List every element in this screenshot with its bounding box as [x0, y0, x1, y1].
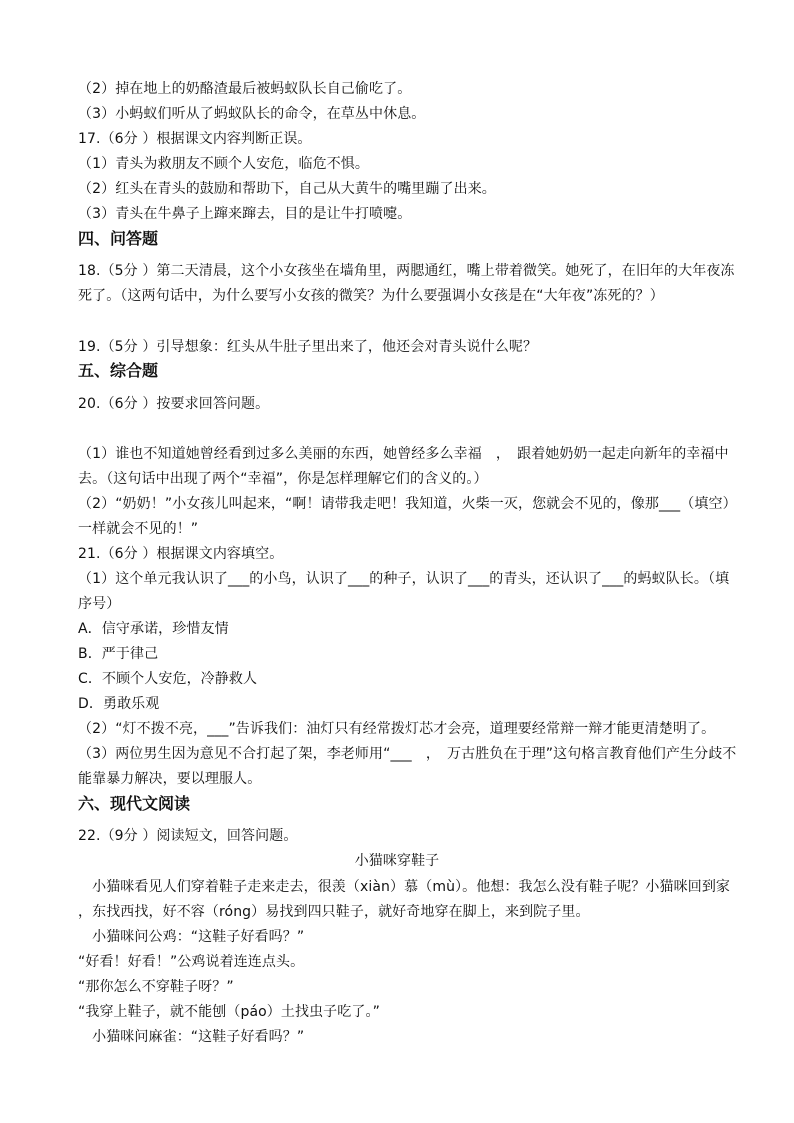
question-21-stem: 21.（6分 ）根据课文内容填空。 [78, 546, 284, 562]
section-heading-6: 六、现代文阅读 [78, 794, 191, 813]
question-21-option-a: A．信守承诺，珍惜友情 [78, 621, 229, 637]
question-17-item-1: （1）青头为救朋友不顾个人安危，临危不惧。 [78, 156, 370, 172]
passage-paragraph-3: “好看！好看！”公鸡说着连连点头。 [78, 954, 305, 970]
passage-paragraph-4: “那你怎么不穿鞋子呀？” [78, 979, 234, 995]
section-heading-4: 四、问答题 [78, 229, 159, 248]
question-20-part-2-line-2: 一样就会不见的！” [78, 521, 199, 537]
question-17-stem: 17.（6分 ）根据课文内容判断正误。 [78, 131, 312, 147]
question-21-part-1-line-1: （1）这个单元我认识了___的小鸟，认识了___的种子，认识了___的青头，还认识了___的蚂蚁队长。（填 [78, 571, 730, 587]
question-20-stem: 20.（6分 ）按要求回答问题。 [78, 396, 270, 412]
question-18-line-1: 18.（5分 ）第二天清晨，这个小女孩坐在墙角里，两腮通红，嘴上带着微笑。她死了，在旧年的大年夜冻 [78, 263, 735, 279]
question-16-option-2: （2）掉在地上的奶酪渣最后被蚂蚁队长自己偷吃了。 [78, 81, 412, 97]
passage-title: 小猫咪穿鞋子 [354, 853, 440, 869]
question-21-part-2: （2）“灯不拨不亮，___”告诉我们：油灯只有经常拨灯芯才会亮，道理要经常辩一辩才能更清楚明了。 [78, 721, 716, 737]
question-17-item-2: （2）红头在青头的鼓励和帮助下，自己从大黄牛的嘴里蹦了出来。 [78, 181, 496, 197]
question-21-option-c: C．不顾个人安危，冷静救人 [78, 671, 258, 687]
question-19: 19.（5分 ）引导想象：红头从牛肚子里出来了，他还会对青头说什么呢？ [78, 339, 538, 355]
passage-paragraph-6: 小猫咪问麻雀：“这鞋子好看吗？” [78, 1029, 305, 1045]
passage-paragraph-1-line-2: ，东找西找，好不容（róng）易找到四只鞋子，就好奇地穿在脚上，来到院子里。 [78, 904, 590, 920]
question-20-part-1-line-2: 去。（这句话中出现了两个“幸福”，你是怎样理解它们的含义的。） [78, 471, 488, 487]
question-20-part-2-line-1: （2）“奶奶！”小女孩儿叫起来，“啊！请带我走吧！我知道，火柴一灭，您就会不见的，像那___（填空） [78, 496, 737, 512]
question-18-line-2: 死了。（这两句话中，为什么要写小女孩的微笑？为什么要强调小女孩是在“大年夜”冻死的？） [78, 288, 664, 304]
question-17-item-3: （3）青头在牛鼻子上蹿来蹿去，目的是让牛打喷嚏。 [78, 206, 412, 222]
question-20-part-1-line-1: （1）谁也不知道她曾经看到过多么美丽的东西，她曾经多么幸福 ， 跟着她奶奶一起走向新年的幸福中 [78, 446, 729, 462]
passage-paragraph-5: “我穿上鞋子，就不能刨（páo）土找虫子吃了。” [78, 1004, 380, 1020]
question-21-part-1-line-2: 序号） [78, 596, 121, 612]
section-heading-5: 五、综合题 [78, 361, 159, 380]
passage-paragraph-1-line-1: 小猫咪看见人们穿着鞋子走来走去，很羡（xiàn）慕（mù）。他想：我怎么没有鞋子呢？小猫咪回到家 [78, 879, 731, 895]
question-16-option-3: （3）小蚂蚁们听从了蚂蚁队长的命令，在草丛中休息。 [78, 106, 426, 122]
passage-paragraph-2: 小猫咪问公鸡：“这鞋子好看吗？” [78, 929, 305, 945]
question-21-part-3-line-1: （3）两位男生因为意见不合打起了架，李老师用“___ ， 万古胜负在于理”这句格言教育他们产生分歧不 [78, 746, 737, 762]
question-21-option-b: B．严于律己 [78, 646, 159, 662]
question-21-option-d: D．勇敢乐观 [78, 696, 160, 712]
question-22-stem: 22.（9分 ）阅读短文，回答问题。 [78, 828, 298, 844]
question-21-part-3-line-2: 能靠暴力解决，要以理服人。 [78, 771, 262, 787]
